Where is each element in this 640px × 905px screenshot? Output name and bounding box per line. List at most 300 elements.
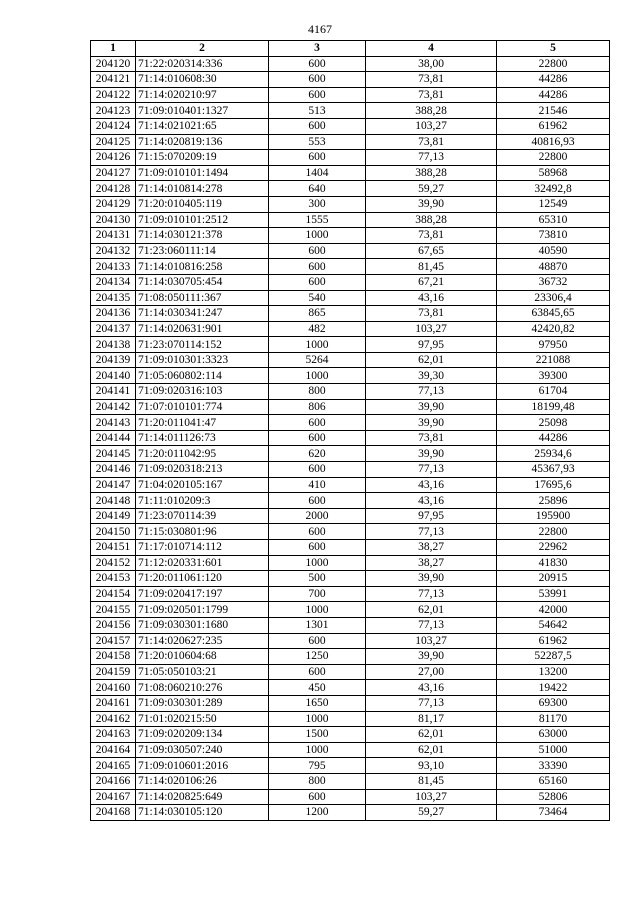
value-cell: 63000: [497, 727, 610, 743]
rate-cell: 81,45: [366, 259, 497, 275]
row-id-cell: 204153: [91, 571, 136, 587]
table-row: [91, 196, 610, 212]
rate-cell: 67,65: [366, 243, 497, 259]
area-cell: 1000: [269, 711, 366, 727]
value-cell: 58968: [497, 165, 610, 181]
area-cell: 620: [269, 446, 366, 462]
area-cell: 1650: [269, 695, 366, 711]
value-cell: 13200: [497, 664, 610, 680]
value-cell: 22800: [497, 524, 610, 540]
row-id-cell: 204163: [91, 727, 136, 743]
rate-cell: 73,81: [366, 134, 497, 150]
cadastral-number-cell: 71:14:030105:120: [136, 805, 269, 821]
value-cell: 44286: [497, 72, 610, 88]
rate-cell: 73,81: [366, 72, 497, 88]
cadastral-number-cell: 71:14:010816:258: [136, 259, 269, 275]
rate-cell: 81,17: [366, 711, 497, 727]
rate-cell: 103,27: [366, 118, 497, 134]
area-cell: 600: [269, 56, 366, 72]
row-id-cell: 204120: [91, 56, 136, 72]
row-id-cell: 204166: [91, 773, 136, 789]
row-id-cell: 204154: [91, 586, 136, 602]
value-cell: 61962: [497, 633, 610, 649]
cadastral-number-cell: 71:23:070114:39: [136, 508, 269, 524]
value-cell: 40816,93: [497, 134, 610, 150]
cadastral-number-cell: 71:14:011126:73: [136, 430, 269, 446]
area-cell: 1301: [269, 617, 366, 633]
area-cell: 600: [269, 274, 366, 290]
row-id-cell: 204161: [91, 695, 136, 711]
area-cell: 1404: [269, 165, 366, 181]
table-row: [91, 243, 610, 259]
rate-cell: 39,90: [366, 446, 497, 462]
rate-cell: 103,27: [366, 633, 497, 649]
value-cell: 32492,8: [497, 181, 610, 197]
cadastral-number-cell: 71:09:030507:240: [136, 742, 269, 758]
rate-cell: 59,27: [366, 805, 497, 821]
value-cell: 52287,5: [497, 649, 610, 665]
rate-cell: 39,90: [366, 399, 497, 415]
area-cell: 600: [269, 415, 366, 431]
table-row: [91, 773, 610, 789]
area-cell: 600: [269, 524, 366, 540]
cadastral-number-cell: 71:14:020825:649: [136, 789, 269, 805]
area-cell: 865: [269, 306, 366, 322]
area-cell: 1000: [269, 555, 366, 571]
value-cell: 42420,82: [497, 321, 610, 337]
cadastral-number-cell: 71:09:020209:134: [136, 727, 269, 743]
area-cell: 1000: [269, 742, 366, 758]
cadastral-number-cell: 71:09:010101:2512: [136, 212, 269, 228]
area-cell: 600: [269, 150, 366, 166]
row-id-cell: 204121: [91, 72, 136, 88]
row-id-cell: 204167: [91, 789, 136, 805]
cadastral-number-cell: 71:12:020331:601: [136, 555, 269, 571]
table-row: [91, 259, 610, 275]
value-cell: 53991: [497, 586, 610, 602]
cadastral-number-cell: 71:15:030801:96: [136, 524, 269, 540]
area-cell: 1000: [269, 368, 366, 384]
area-cell: 600: [269, 118, 366, 134]
area-cell: 600: [269, 87, 366, 103]
row-id-cell: 204164: [91, 742, 136, 758]
table-row: [91, 695, 610, 711]
value-cell: 45367,93: [497, 462, 610, 478]
area-cell: 1250: [269, 649, 366, 665]
value-cell: 48870: [497, 259, 610, 275]
cadastral-number-cell: 71:20:010405:119: [136, 196, 269, 212]
area-cell: 410: [269, 477, 366, 493]
cadastral-number-cell: 71:07:010101:774: [136, 399, 269, 415]
row-id-cell: 204148: [91, 493, 136, 509]
table-row: [91, 72, 610, 88]
rate-cell: 97,95: [366, 337, 497, 353]
table-row: [91, 290, 610, 306]
row-id-cell: 204155: [91, 602, 136, 618]
rate-cell: 38,27: [366, 555, 497, 571]
rate-cell: 38,00: [366, 56, 497, 72]
rate-cell: 39,90: [366, 649, 497, 665]
table-row: [91, 602, 610, 618]
row-id-cell: 204156: [91, 617, 136, 633]
row-id-cell: 204157: [91, 633, 136, 649]
column-header-4: 4: [366, 41, 497, 57]
rate-cell: 27,00: [366, 664, 497, 680]
table-row: [91, 633, 610, 649]
area-cell: 806: [269, 399, 366, 415]
area-cell: 640: [269, 181, 366, 197]
area-cell: 1000: [269, 602, 366, 618]
table-row: [91, 555, 610, 571]
cadastral-number-cell: 71:20:010604:68: [136, 649, 269, 665]
rate-cell: 103,27: [366, 321, 497, 337]
area-cell: 450: [269, 680, 366, 696]
cadastral-number-cell: 71:09:010301:3323: [136, 352, 269, 368]
cadastral-number-cell: 71:05:060802:114: [136, 368, 269, 384]
rate-cell: 77,13: [366, 524, 497, 540]
row-id-cell: 204141: [91, 384, 136, 400]
cadastral-number-cell: 71:09:010101:1494: [136, 165, 269, 181]
row-id-cell: 204168: [91, 805, 136, 821]
row-id-cell: 204136: [91, 306, 136, 322]
value-cell: 41830: [497, 555, 610, 571]
cadastral-number-cell: 71:08:060210:276: [136, 680, 269, 696]
row-id-cell: 204152: [91, 555, 136, 571]
table-row: [91, 680, 610, 696]
cadastral-number-cell: 71:14:010608:30: [136, 72, 269, 88]
cadastral-number-cell: 71:05:050103:21: [136, 664, 269, 680]
table-row: [91, 118, 610, 134]
table-row: [91, 446, 610, 462]
value-cell: 221088: [497, 352, 610, 368]
rate-cell: 43,16: [366, 680, 497, 696]
table-row: [91, 649, 610, 665]
column-header-5: 5: [497, 41, 610, 57]
area-cell: 513: [269, 103, 366, 119]
value-cell: 65160: [497, 773, 610, 789]
area-cell: 600: [269, 462, 366, 478]
value-cell: 52806: [497, 789, 610, 805]
value-cell: 20915: [497, 571, 610, 587]
row-id-cell: 204131: [91, 228, 136, 244]
value-cell: 25896: [497, 493, 610, 509]
rate-cell: 38,27: [366, 540, 497, 556]
area-cell: 795: [269, 758, 366, 774]
value-cell: 36732: [497, 274, 610, 290]
table-row: [91, 384, 610, 400]
rate-cell: 77,13: [366, 384, 497, 400]
cadastral-number-cell: 71:09:020318:213: [136, 462, 269, 478]
rate-cell: 97,95: [366, 508, 497, 524]
cadastral-number-cell: 71:04:020105:167: [136, 477, 269, 493]
rate-cell: 39,30: [366, 368, 497, 384]
table-row: [91, 306, 610, 322]
data-table: [90, 40, 610, 821]
table-row: [91, 181, 610, 197]
rate-cell: 77,13: [366, 462, 497, 478]
rate-cell: 77,13: [366, 586, 497, 602]
value-cell: 61962: [497, 118, 610, 134]
value-cell: 65310: [497, 212, 610, 228]
area-cell: 1500: [269, 727, 366, 743]
row-id-cell: 204138: [91, 337, 136, 353]
cadastral-number-cell: 71:15:070209:19: [136, 150, 269, 166]
cadastral-number-cell: 71:09:030301:289: [136, 695, 269, 711]
value-cell: 22800: [497, 56, 610, 72]
row-id-cell: 204139: [91, 352, 136, 368]
cadastral-number-cell: 71:09:020501:1799: [136, 602, 269, 618]
row-id-cell: 204142: [91, 399, 136, 415]
table-row: [91, 87, 610, 103]
row-id-cell: 204125: [91, 134, 136, 150]
table-row: [91, 493, 610, 509]
cadastral-number-cell: 71:08:050111:367: [136, 290, 269, 306]
table-row: [91, 462, 610, 478]
row-id-cell: 204123: [91, 103, 136, 119]
cadastral-number-cell: 71:14:030705:454: [136, 274, 269, 290]
cadastral-number-cell: 71:14:020819:136: [136, 134, 269, 150]
table-row: [91, 321, 610, 337]
table-row: [91, 524, 610, 540]
rate-cell: 39,90: [366, 415, 497, 431]
row-id-cell: 204124: [91, 118, 136, 134]
value-cell: 18199,48: [497, 399, 610, 415]
value-cell: 97950: [497, 337, 610, 353]
row-id-cell: 204128: [91, 181, 136, 197]
area-cell: 540: [269, 290, 366, 306]
cadastral-number-cell: 71:14:020631:901: [136, 321, 269, 337]
table-row: [91, 758, 610, 774]
table-row: [91, 430, 610, 446]
table-row: [91, 477, 610, 493]
value-cell: 12549: [497, 196, 610, 212]
cadastral-number-cell: 71:14:010814:278: [136, 181, 269, 197]
table-row: [91, 228, 610, 244]
area-cell: 300: [269, 196, 366, 212]
table-row: [91, 337, 610, 353]
value-cell: 23306,4: [497, 290, 610, 306]
row-id-cell: 204145: [91, 446, 136, 462]
cadastral-number-cell: 71:14:030341:247: [136, 306, 269, 322]
area-cell: 1200: [269, 805, 366, 821]
table-row: [91, 134, 610, 150]
row-id-cell: 204146: [91, 462, 136, 478]
value-cell: 51000: [497, 742, 610, 758]
page-number: 4167: [308, 22, 332, 36]
table-row: [91, 352, 610, 368]
area-cell: 1000: [269, 337, 366, 353]
table-row: [91, 727, 610, 743]
rate-cell: 77,13: [366, 695, 497, 711]
value-cell: 42000: [497, 602, 610, 618]
row-id-cell: 204137: [91, 321, 136, 337]
rate-cell: 39,90: [366, 196, 497, 212]
row-id-cell: 204133: [91, 259, 136, 275]
table-row: [91, 103, 610, 119]
area-cell: 600: [269, 789, 366, 805]
rate-cell: 388,28: [366, 165, 497, 181]
area-cell: 600: [269, 540, 366, 556]
row-id-cell: 204134: [91, 274, 136, 290]
value-cell: 25934,6: [497, 446, 610, 462]
table-row: [91, 415, 610, 431]
cadastral-number-cell: 71:01:020215:50: [136, 711, 269, 727]
table-row: [91, 399, 610, 415]
table-header-row: [91, 41, 610, 57]
cadastral-number-cell: 71:09:020417:197: [136, 586, 269, 602]
rate-cell: 81,45: [366, 773, 497, 789]
area-cell: 600: [269, 72, 366, 88]
area-cell: 600: [269, 259, 366, 275]
row-id-cell: 204127: [91, 165, 136, 181]
area-cell: 800: [269, 773, 366, 789]
value-cell: 22800: [497, 150, 610, 166]
value-cell: 40590: [497, 243, 610, 259]
area-cell: 800: [269, 384, 366, 400]
row-id-cell: 204159: [91, 664, 136, 680]
value-cell: 22962: [497, 540, 610, 556]
row-id-cell: 204158: [91, 649, 136, 665]
column-header-2: 2: [136, 41, 269, 57]
row-id-cell: 204165: [91, 758, 136, 774]
cadastral-number-cell: 71:20:011042:95: [136, 446, 269, 462]
rate-cell: 43,16: [366, 290, 497, 306]
table-row: [91, 368, 610, 384]
value-cell: 73464: [497, 805, 610, 821]
rate-cell: 73,81: [366, 430, 497, 446]
value-cell: 81170: [497, 711, 610, 727]
cadastral-number-cell: 71:17:010714:112: [136, 540, 269, 556]
value-cell: 33390: [497, 758, 610, 774]
column-header-1: 1: [91, 41, 136, 57]
row-id-cell: 204147: [91, 477, 136, 493]
table-row: [91, 789, 610, 805]
value-cell: 44286: [497, 87, 610, 103]
row-id-cell: 204129: [91, 196, 136, 212]
rate-cell: 73,81: [366, 87, 497, 103]
cadastral-number-cell: 71:23:060111:14: [136, 243, 269, 259]
cadastral-number-cell: 71:11:010209:3: [136, 493, 269, 509]
table-row: [91, 571, 610, 587]
row-id-cell: 204126: [91, 150, 136, 166]
rate-cell: 73,81: [366, 228, 497, 244]
row-id-cell: 204162: [91, 711, 136, 727]
rate-cell: 73,81: [366, 306, 497, 322]
row-id-cell: 204130: [91, 212, 136, 228]
area-cell: 600: [269, 493, 366, 509]
column-header-3: 3: [269, 41, 366, 57]
value-cell: 17695,6: [497, 477, 610, 493]
cadastral-number-cell: 71:09:030301:1680: [136, 617, 269, 633]
value-cell: 21546: [497, 103, 610, 119]
rate-cell: 388,28: [366, 212, 497, 228]
table-row: [91, 212, 610, 228]
table-row: [91, 274, 610, 290]
row-id-cell: 204160: [91, 680, 136, 696]
value-cell: 61704: [497, 384, 610, 400]
area-cell: 2000: [269, 508, 366, 524]
table-row: [91, 508, 610, 524]
value-cell: 63845,65: [497, 306, 610, 322]
value-cell: 25098: [497, 415, 610, 431]
rate-cell: 62,01: [366, 742, 497, 758]
row-id-cell: 204144: [91, 430, 136, 446]
area-cell: 600: [269, 633, 366, 649]
cadastral-number-cell: 71:22:020314:336: [136, 56, 269, 72]
row-id-cell: 204151: [91, 540, 136, 556]
area-cell: 553: [269, 134, 366, 150]
rate-cell: 67,21: [366, 274, 497, 290]
cadastral-number-cell: 71:20:011061:120: [136, 571, 269, 587]
area-cell: 500: [269, 571, 366, 587]
table-row: [91, 711, 610, 727]
cadastral-number-cell: 71:23:070114:152: [136, 337, 269, 353]
rate-cell: 43,16: [366, 493, 497, 509]
rate-cell: 39,90: [366, 571, 497, 587]
table-row: [91, 664, 610, 680]
cadastral-number-cell: 71:14:030121:378: [136, 228, 269, 244]
cadastral-number-cell: 71:14:020210:97: [136, 87, 269, 103]
table-row: [91, 742, 610, 758]
value-cell: 39300: [497, 368, 610, 384]
cadastral-number-cell: 71:09:010601:2016: [136, 758, 269, 774]
area-cell: 600: [269, 243, 366, 259]
area-cell: 600: [269, 430, 366, 446]
row-id-cell: 204140: [91, 368, 136, 384]
rate-cell: 62,01: [366, 352, 497, 368]
area-cell: 1000: [269, 228, 366, 244]
area-cell: 700: [269, 586, 366, 602]
table-row: [91, 617, 610, 633]
rate-cell: 62,01: [366, 727, 497, 743]
area-cell: 600: [269, 664, 366, 680]
row-id-cell: 204132: [91, 243, 136, 259]
rate-cell: 93,10: [366, 758, 497, 774]
cadastral-number-cell: 71:14:020627:235: [136, 633, 269, 649]
value-cell: 19422: [497, 680, 610, 696]
cadastral-number-cell: 71:09:010401:1327: [136, 103, 269, 119]
row-id-cell: 204122: [91, 87, 136, 103]
value-cell: 54642: [497, 617, 610, 633]
rate-cell: 388,28: [366, 103, 497, 119]
value-cell: 44286: [497, 430, 610, 446]
cadastral-number-cell: 71:14:020106:26: [136, 773, 269, 789]
value-cell: 69300: [497, 695, 610, 711]
cadastral-number-cell: 71:20:011041:47: [136, 415, 269, 431]
table-row: [91, 165, 610, 181]
rate-cell: 77,13: [366, 617, 497, 633]
cadastral-number-cell: 71:09:020316:103: [136, 384, 269, 400]
table-row: [91, 56, 610, 72]
value-cell: 73810: [497, 228, 610, 244]
area-cell: 1555: [269, 212, 366, 228]
rate-cell: 59,27: [366, 181, 497, 197]
rate-cell: 103,27: [366, 789, 497, 805]
rate-cell: 77,13: [366, 150, 497, 166]
table-row: [91, 540, 610, 556]
cadastral-number-cell: 71:14:021021:65: [136, 118, 269, 134]
table-row: [91, 150, 610, 166]
table-row: [91, 586, 610, 602]
area-cell: 482: [269, 321, 366, 337]
row-id-cell: 204143: [91, 415, 136, 431]
table-row: [91, 805, 610, 821]
row-id-cell: 204150: [91, 524, 136, 540]
rate-cell: 62,01: [366, 602, 497, 618]
row-id-cell: 204135: [91, 290, 136, 306]
value-cell: 195900: [497, 508, 610, 524]
area-cell: 5264: [269, 352, 366, 368]
